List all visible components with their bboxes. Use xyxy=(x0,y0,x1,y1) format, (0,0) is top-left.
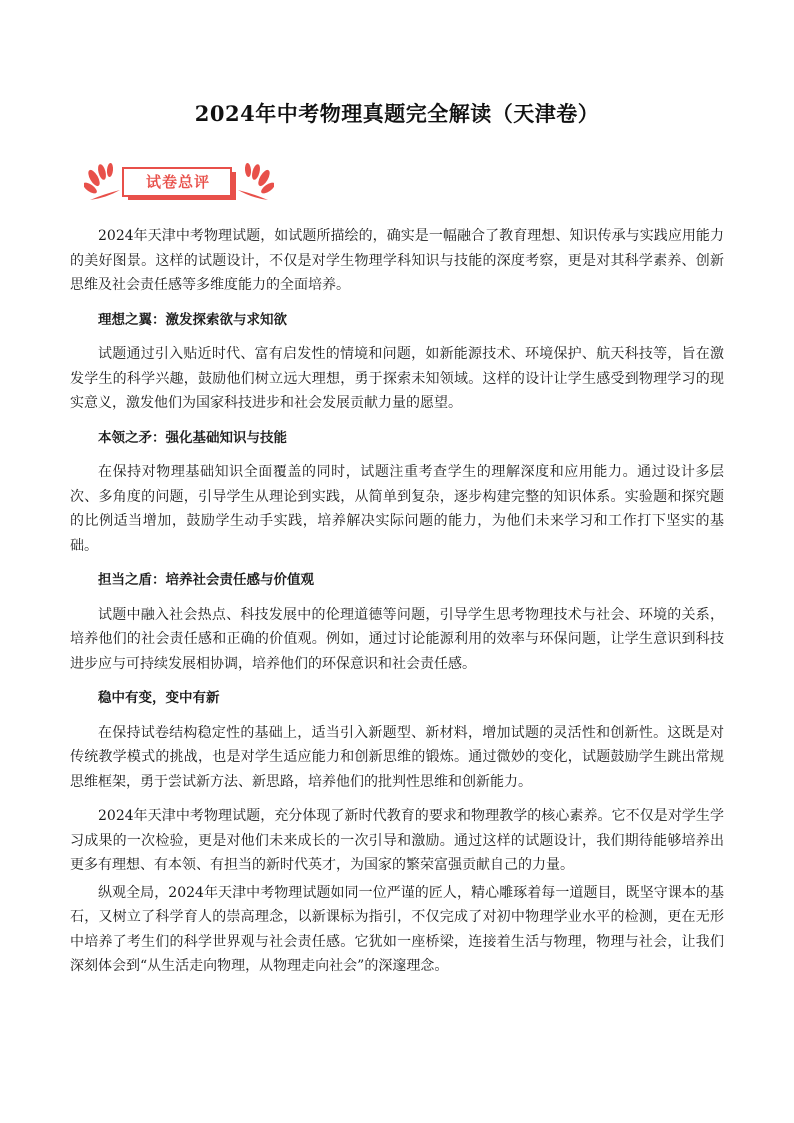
badge-label: 试卷总评 xyxy=(145,173,210,191)
paragraph: 在保持对物理基础知识全面覆盖的同时，试题注重考查学生的理解深度和应用能力。通过设计多层次、多角度的问题，引导学生从理论到实践，从简单到复杂，逐步构建完整的知识体系。实验题和探究题的比例适当增加，鼓励学生动手实践，培养解决实际问题的能力，为他们未来学习和工作打下坚实的基础。 xyxy=(70,464,724,554)
paragraph: 试题中融入社会热点、科技发展中的伦理道德等问题，引导学生思考物理技术与社会、环境的关系，培养他们的社会责任感和正确的价值观。例如，通过讨论能源利用的效率与环保问题，让学生意识到科技进步应与可持续发展相协调，培养他们的环保意识和社会责任感。 xyxy=(70,606,724,672)
paragraph: 在保持试卷结构稳定性的基础上，适当引入新题型、新材料，增加试题的灵活性和创新性。这既是对传统教学模式的挑战，也是对学生适应能力和创新思维的锻炼。通过微妙的变化，试题鼓励学生跳出常规思维框架，勇于尝试新方法、新思路，培养他们的批判性思维和创新能力。 xyxy=(70,724,724,790)
paragraph: 2024年天津中考物理试题，充分体现了新时代教育的要求和物理教学的核心素养。它不仅是对学生学习成果的一次检验，更是对他们未来成长的一次引导和激励。通过这样的试题设计，我们期待能够培养出更多有理想、有本领、有担当的新时代英才，为国家的繁荣富强贡献自己的力量。 xyxy=(70,808,724,873)
section-badge xyxy=(84,160,274,206)
section-heading: 理想之翼：激发探索欲与求知欲 xyxy=(98,311,287,328)
section-heading: 本领之矛：强化基础知识与技能 xyxy=(98,429,287,446)
paragraph: 试题通过引入贴近时代、富有启发性的情境和问题，如新能源技术、环境保护、航天科技等，旨在激发学生的科学兴趣，鼓励他们树立远大理想，勇于探索未知领域。这样的设计让学生感受到物理学习的现实意义，激发他们为国家科技进步和社会发展贡献力量的愿望。 xyxy=(70,346,724,411)
paragraph: 纵观全局，2024年天津中考物理试题如同一位严谨的匠人，精心雕琢着每一道题目，既坚守课本的基石，又树立了科学育人的崇高理念，以新课标为指引，不仅完成了对初中物理学业水平的检测，更在无形中培养了考生们的科学世界观与社会责任感。它犹如一座桥梁，连接着生活与物理，物理与社会，让我们深刻体会到“从生活走向物理，从物理走向社会”的深邃理念。 xyxy=(70,884,724,974)
paragraph: 2024年天津中考物理试题，如试题所描绘的，确实是一幅融合了教育理想、知识传承与实践应用能力的美好图景。这样的试题设计，不仅是对学生物理学科知识与技能的深度考察，更是对其科学素养、创新思维及社会责任感等多维度能力的全面培养。 xyxy=(70,228,724,293)
document-title: 2024年中考物理真题完全解读（天津卷） xyxy=(194,101,600,126)
document-body xyxy=(70,224,724,989)
section-heading: 稳中有变，变中有新 xyxy=(98,690,220,706)
section-heading: 担当之盾：培养社会责任感与价值观 xyxy=(98,572,314,588)
